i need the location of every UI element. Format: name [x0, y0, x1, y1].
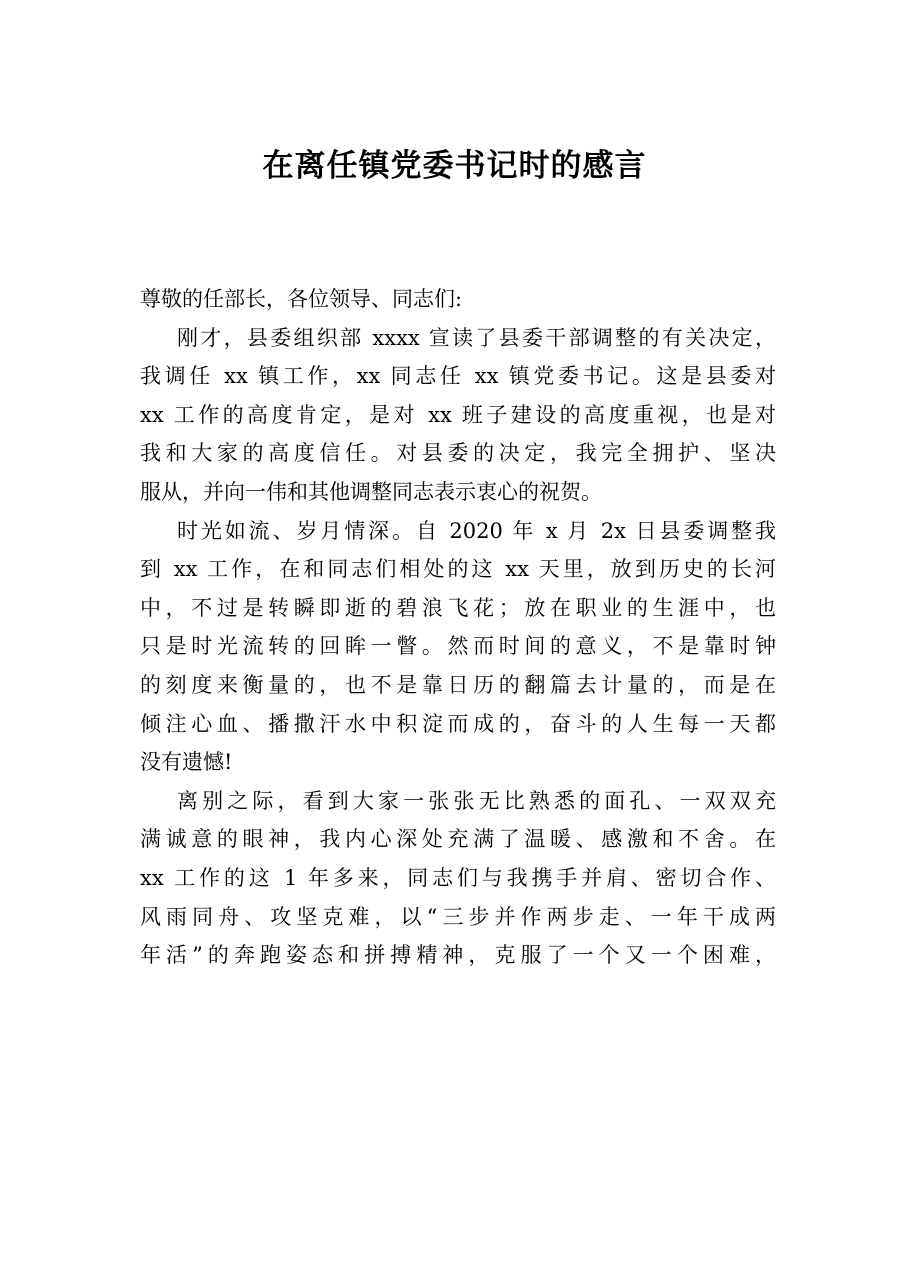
- salutation-line: 尊敬的任部长，各位领导、同志们:: [140, 287, 463, 311]
- paragraph-line: 倾注心血、播撒汗水中积淀而成的，奋斗的人生每一天都: [140, 711, 776, 736]
- paragraph-line: 满诚意的眼神，我内心深处充满了温暖、感激和不舍。在: [140, 827, 776, 852]
- paragraph-line: 中，不过是转瞬即逝的碧浪飞花；放在职业的生涯中，也: [140, 595, 776, 620]
- paragraph-line: 刚才，县委组织部 xxxx 宣读了县委干部调整的有关决定，: [177, 325, 776, 350]
- paragraph-line: 只是时光流转的回眸一瞥。然而时间的意义，不是靠时钟: [140, 634, 776, 659]
- document-body: [140, 280, 776, 975]
- paragraph-line: 我和大家的高度信任。对县委的决定，我完全拥护、坚决: [140, 441, 776, 466]
- paragraph-line: 离别之际，看到大家一张张无比熟悉的面孔、一双双充: [177, 788, 776, 813]
- paragraph-line: xx 工作的高度肯定，是对 xx 班子建设的高度重视，也是对: [140, 402, 776, 427]
- paragraph-line: 的刻度来衡量的，也不是靠日历的翻篇去计量的，而是在: [140, 672, 776, 697]
- paragraph-line: 时光如流、岁月情深。自 2020 年 x 月 2x 日县委调整我: [177, 518, 776, 543]
- paragraph-line: 到 xx 工作，在和同志们相处的这 xx 天里，放到历史的长河: [140, 557, 776, 582]
- paragraph-line: 服从，并向一伟和其他调整同志表示衷心的祝贺。: [140, 479, 602, 504]
- document-title: 在离任镇党委书记时的感言: [262, 148, 647, 184]
- paragraph-line: 风雨同舟、攻坚克难，以“三步并作两步走、一年干成两: [140, 904, 776, 929]
- paragraph-line: xx 工作的这 1 年多来，同志们与我携手并肩、密切合作、: [140, 865, 776, 890]
- paragraph-line: 我调任 xx 镇工作，xx 同志任 xx 镇党委书记。这是县委对: [140, 364, 776, 389]
- paragraph-line: 年活”的奔跑姿态和拼搏精神，克服了一个又一个困难，: [140, 943, 776, 968]
- paragraph-line: 没有遗憾!: [140, 750, 233, 775]
